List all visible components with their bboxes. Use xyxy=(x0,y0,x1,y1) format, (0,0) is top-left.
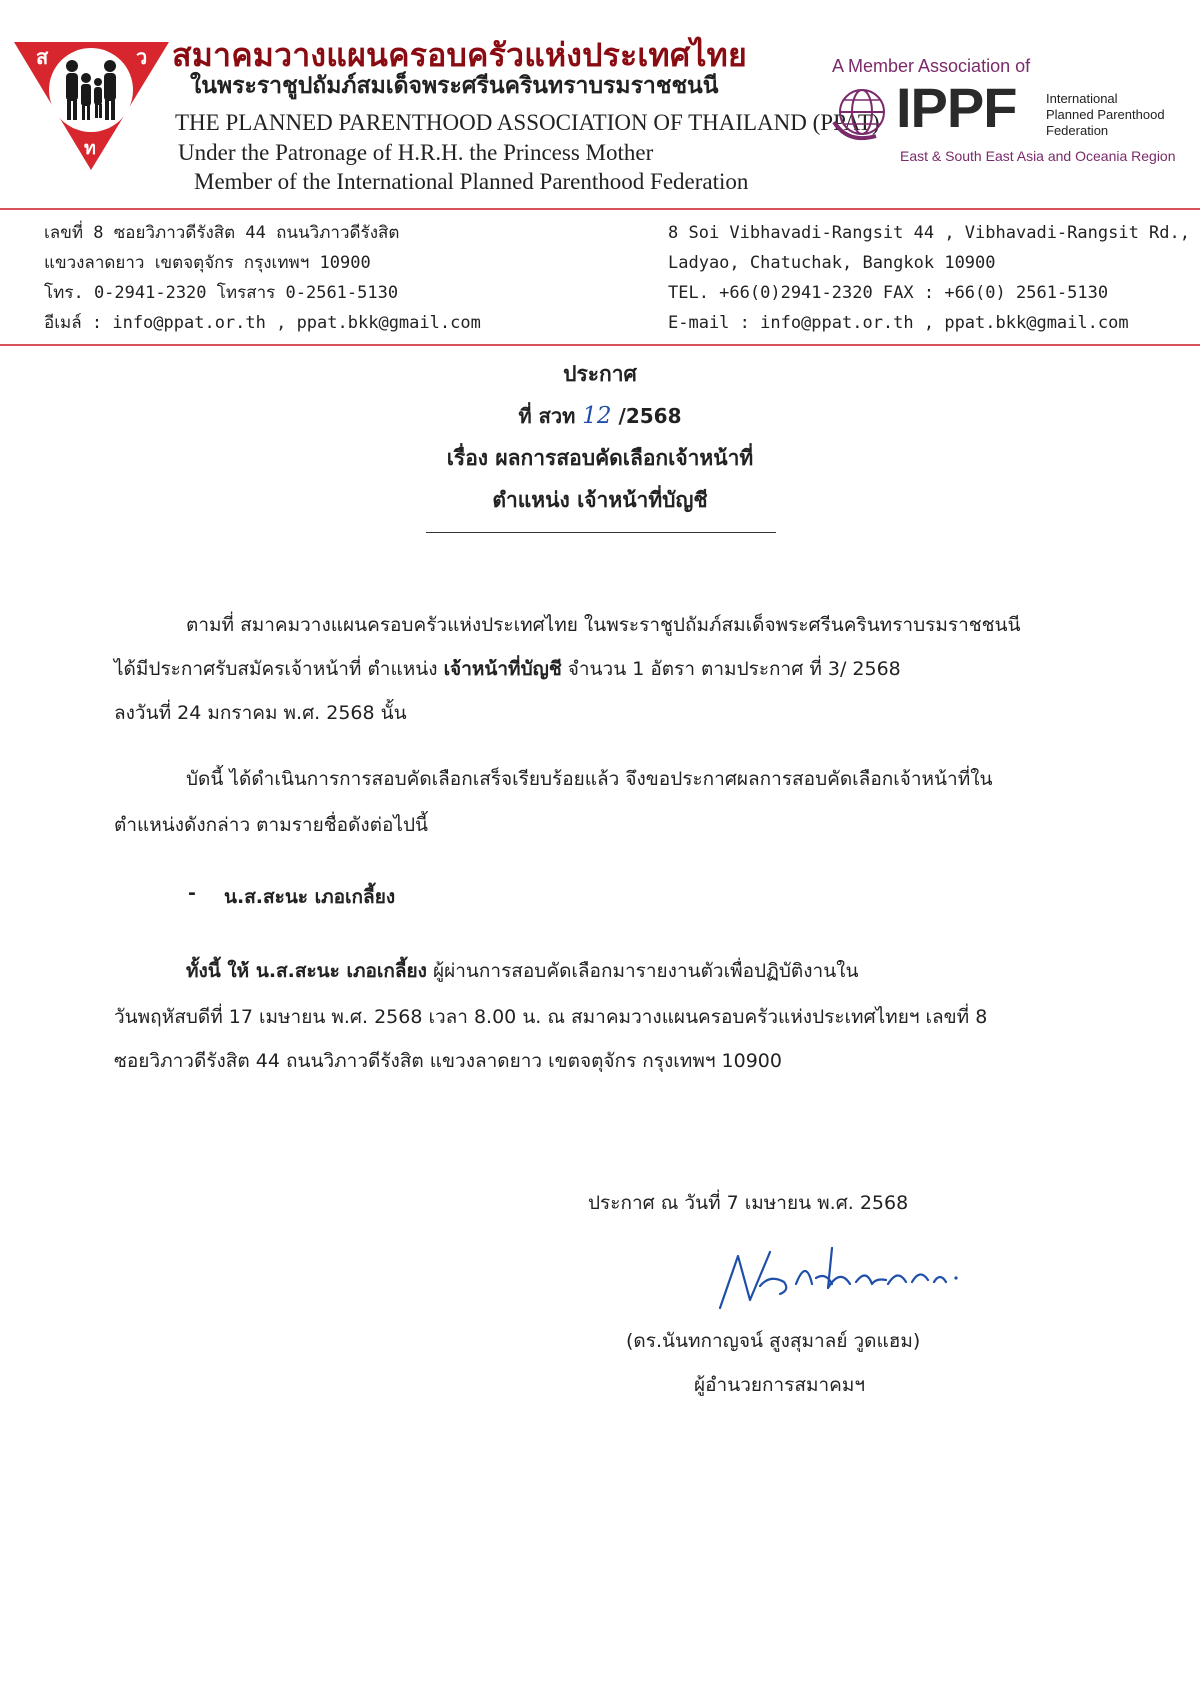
header-rule-bottom xyxy=(0,344,1200,346)
p3-name: น.ส.สะนะ เภอเกลี้ยง xyxy=(255,960,427,982)
address-en xyxy=(668,218,1190,338)
announcement-number xyxy=(0,400,1200,432)
title-underline xyxy=(426,532,776,533)
handwritten-signature xyxy=(700,1238,970,1318)
number-suffix: /2568 xyxy=(618,404,682,428)
p1-position-bold: เจ้าหน้าที่บัญชี xyxy=(443,658,562,680)
patronage-en: Under the Patronage of H.R.H. the Princess Mother xyxy=(178,140,654,165)
p3-line2: วันพฤหัสบดีที่ 17 เมษายน พ.ศ. 2568 เวลา 8.00 น. ณ สมาคมวางแผนครอบครัวแห่งประเทศไทยฯ เลขที่ 8 xyxy=(114,1006,988,1028)
address-line: อีเมล์ : info@ppat.or.th , ppat.bkk@gmail.com xyxy=(44,313,481,333)
p1-line3: ลงวันที่ 24 มกราคม พ.ศ. 2568 นั้น xyxy=(114,702,407,724)
address-line: เลขที่ 8 ซอยวิภาวดีรังสิต 44 ถนนวิภาวดีรังสิต xyxy=(44,223,400,243)
p3-b: ผู้ผ่านการสอบคัดเลือกมารายงานตัวเพื่อปฏิบัติงานใน xyxy=(426,960,859,982)
org-name-th: สมาคมวางแผนครอบครัวแห่งประเทศไทย xyxy=(172,36,747,74)
p1-line1: ตามที่ สมาคมวางแผนครอบครัวแห่งประเทศไทย ในพระราชูปถัมภ์สมเด็จพระศรีนครินทราบรมราชชนนี xyxy=(186,614,1021,636)
org-name-en: THE PLANNED PARENTHOOD ASSOCIATION OF THAILAND (PPAT) xyxy=(175,110,880,135)
p3-line3: ซอยวิภาวดีรังสิต 44 ถนนวิภาวดีรังสิต แขวงลาดยาว เขตจตุจักร กรุงเทพฯ 10900 xyxy=(114,1050,782,1072)
p2-line1: บัดนี้ ได้ดำเนินการการสอบคัดเลือกเสร็จเรียบร้อยแล้ว จึงขอประกาศผลการสอบคัดเลือกเจ้าหน้าที่ใน xyxy=(186,768,993,790)
logo-letter-right: ว xyxy=(136,45,148,69)
patronage-th: ในพระราชูปถัมภ์สมเด็จพระศรีนครินทราบรมราชชนนี xyxy=(190,73,719,99)
ippf-region: East & South East Asia and Oceania Region xyxy=(900,148,1176,164)
address-line: Ladyao, Chatuchak, Bangkok 10900 xyxy=(668,253,996,273)
address-line: TEL. +66(0)2941-2320 FAX : +66(0) 2561-5130 xyxy=(668,283,1109,303)
ippf-member-of: A Member Association of xyxy=(832,56,1031,76)
announcement-title: ประกาศ xyxy=(563,362,637,386)
ippf-full-line: Federation xyxy=(1046,123,1109,138)
announcement-date: ประกาศ ณ วันที่ 7 เมษายน พ.ศ. 2568 xyxy=(588,1192,909,1214)
address-th xyxy=(44,218,481,338)
candidate-dash: - xyxy=(188,882,196,904)
signer-name: (ดร.นันทกาญจน์ สูงสุมาลย์ วูดแฮม) xyxy=(626,1330,921,1352)
announcement-subject: เรื่อง ผลการสอบคัดเลือกเจ้าหน้าที่ xyxy=(446,446,754,470)
signer-title: ผู้อำนวยการสมาคมฯ xyxy=(694,1374,866,1396)
number-handwritten: 12 xyxy=(582,403,612,429)
ippf-full-line: Planned Parenthood xyxy=(1046,107,1165,122)
announcement-position: ตำแหน่ง เจ้าหน้าที่บัญชี xyxy=(492,488,708,512)
address-line: 8 Soi Vibhavadi-Rangsit 44 , Vibhavadi-Rangsit Rd., xyxy=(668,223,1190,243)
p3-line1 xyxy=(186,956,858,986)
p2-line2: ตำแหน่งดังกล่าว ตามรายชื่อดังต่อไปนี้ xyxy=(114,814,429,836)
ppat-logo xyxy=(14,42,169,170)
address-line: แขวงลาดยาว เขตจตุจักร กรุงเทพฯ 10900 xyxy=(44,253,371,273)
ippf-globe-icon xyxy=(828,82,896,144)
member-en: Member of the International Planned Parenthood Federation xyxy=(194,169,749,194)
ippf-full-name xyxy=(1046,91,1165,139)
ippf-full-line: International xyxy=(1046,91,1118,106)
address-line: E-mail : info@ppat.or.th , ppat.bkk@gmail.com xyxy=(668,313,1129,333)
p1-line2-a: ได้มีประกาศรับสมัครเจ้าหน้าที่ ตำแหน่ง xyxy=(114,658,444,680)
logo-letter-left: ส xyxy=(36,45,49,69)
p1-line2 xyxy=(114,654,901,684)
number-prefix: ที่ สวท xyxy=(518,404,576,428)
p1-line2-b: จำนวน 1 อัตรา ตามประกาศ ที่ 3/ 2568 xyxy=(561,658,901,680)
logo-letter-bottom: ท xyxy=(84,138,96,159)
address-line: โทร. 0-2941-2320 โทรสาร 0-2561-5130 xyxy=(44,283,399,303)
candidate-name: น.ส.สะนะ เภอเกลี้ยง xyxy=(224,886,396,908)
ippf-acronym: IPPF xyxy=(896,76,1017,139)
header-rule-top xyxy=(0,208,1200,210)
p3-a: ทั้งนี้ ให้ xyxy=(186,960,256,982)
